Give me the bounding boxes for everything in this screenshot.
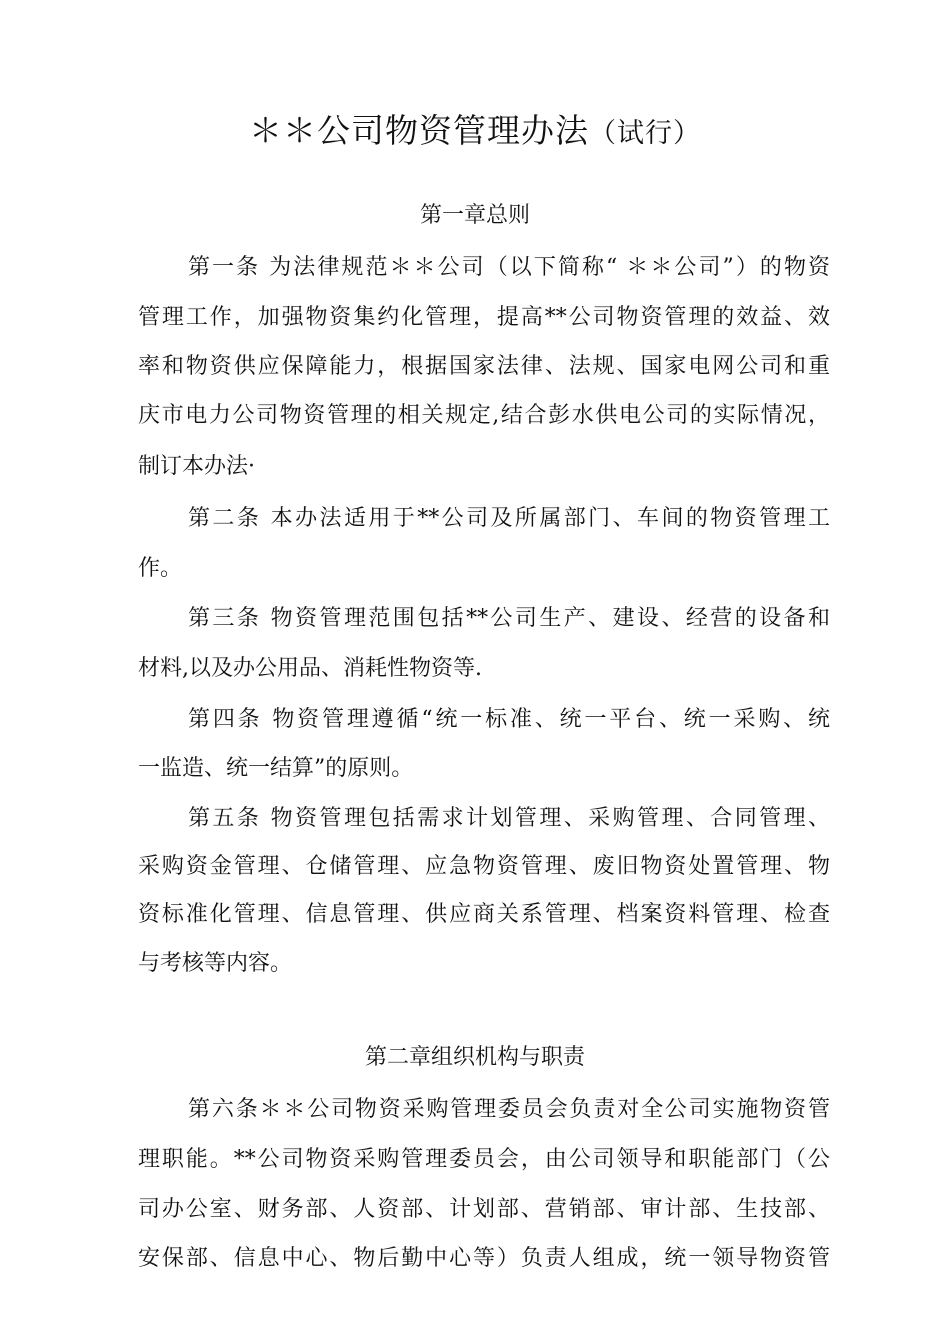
chapter-1-heading: 第一章总则 xyxy=(419,203,530,228)
article-line: 理职能。**公司物资采购管理委员会，由公司领导和职能部门（公 xyxy=(138,1147,830,1172)
document-title xyxy=(0,106,950,159)
article-line: 第一条 为法律规范＊＊公司（以下简称“ ＊＊公司”）的物资 xyxy=(188,255,830,280)
article-line: 第二条 本办法适用于**公司及所属部门、车间的物资管理工 xyxy=(188,506,830,531)
article-line: 一监造、统一结算”的原则。 xyxy=(138,756,414,781)
article-line: 第四条 物资管理遵循“统一标准、统一平台、统一采购、统 xyxy=(188,707,830,732)
article-line: 第三条 物资管理范围包括**公司生产、建设、经营的设备和 xyxy=(188,606,830,631)
article-line: 第五条 物资管理包括需求计划管理、采购管理、合同管理、 xyxy=(188,806,830,831)
article-line: 资标准化管理、信息管理、供应商关系管理、档案资料管理、检查 xyxy=(138,902,830,927)
article-line: 作。 xyxy=(138,556,183,581)
document-title-main: ＊＊公司物资管理办法 xyxy=(249,111,589,150)
chapter-2-heading: 第二章组织机构与职责 xyxy=(364,1045,585,1070)
article-line: 材料,以及办公用品、消耗性物资等. xyxy=(138,656,482,681)
article-line: 与考核等内容。 xyxy=(138,951,293,976)
article-line: 第六条＊＊公司物资采购管理委员会负责对全公司实施物资管 xyxy=(188,1097,830,1122)
article-line: 庆市电力公司物资管理的相关规定,结合彭水供电公司的实际情况， xyxy=(138,403,830,428)
article-line: 制订本办法· xyxy=(138,454,255,479)
document-title-sub: （试行） xyxy=(589,118,701,149)
article-line: 司办公室、财务部、人资部、计划部、营销部、审计部、生技部、 xyxy=(138,1197,830,1222)
article-line: 采购资金管理、仓储管理、应急物资管理、废旧物资处置管理、物 xyxy=(138,854,830,879)
article-line: 管理工作，加强物资集约化管理，提高**公司物资管理的效益、效 xyxy=(138,305,830,330)
article-line: 安保部、信息中心、物后勤中心等）负责人组成，统一领导物资管 xyxy=(138,1246,830,1271)
article-line: 率和物资供应保障能力，根据国家法律、法规、国家电网公司和重 xyxy=(138,354,830,379)
